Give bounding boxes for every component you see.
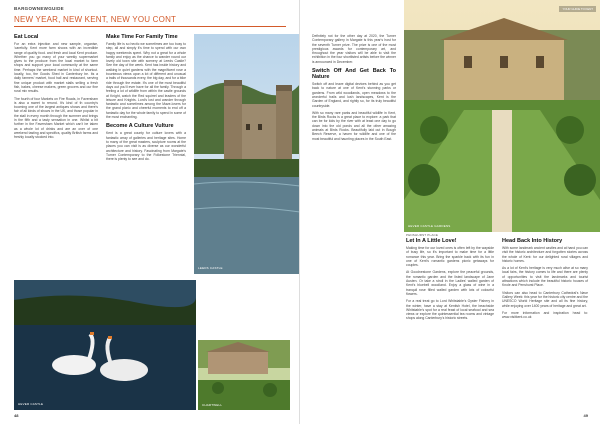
paragraph: Making time for our loved ones is often left by the wayside of busy life, so it's important to make time for a little romance this year. Bring the sparkle back with its fun in one of Kent's romantic gardens picnic getaways for couples. [406,246,494,268]
gardens-illustration [404,0,600,232]
column-history [502,238,588,322]
section-title-family-time: Make Time For Family Time [106,34,178,40]
caption-swans: HEVER CASTLE [18,402,44,406]
headline-rule [14,26,286,27]
headline-accent: NEW YOU [110,15,151,24]
paragraph: For more information and inspiration head to: www.visitkent.co.uk [502,310,588,320]
column-eat-local [14,34,98,143]
folio-right: 49 [583,413,588,418]
folio-left: 48 [14,413,19,418]
paragraph: As a lot of Kent's heritage is very much alive at so many local fairs, the history comes to life and there are plenty of opportunities to visit the landmarks and tourist attractions which include the beautiful historic houses of Knole and Penshurst Place. [502,266,588,288]
paragraph: Visitors can also head to Canterbury Cathedral's Nave Gallery Week: this year for the historic city centre and the UNESCO World Heritage site and all its fine history, while enjoying over 1400 years of heritage and great art. [502,290,588,308]
headline-main: NEW YEAR, NEW KENT, [14,15,111,24]
castle-photo [194,34,300,274]
caption-garden: CHARTWELL [202,403,223,407]
castle-photo-illustration [194,34,300,274]
gardens-photo [404,0,600,232]
section-title-culture: Become A Culture Vulture [106,123,174,130]
caption-castle: LEEDS CASTLE [198,266,223,270]
section-title-history: Head Back Into History [502,238,563,244]
section-title-nature: Switch Off And Get Back To Nature [312,68,396,81]
column-love [406,238,494,324]
paragraph: Definitely not for the other day at 2020, the Turner Contemporary gallery in Margate is this year's host for the seventh Turner prize. The prize is one of the most prestigious awards for contemporary art, and throughout the year visitors will be able to visit the exhibition in the four shortlisted artists before the winner is announced in December. [312,34,396,64]
headline-tail: CONT [150,15,177,24]
section-title-eat-local: Eat Local [14,34,39,40]
caption-penshurst: PENSHURST PLACE [406,233,439,237]
section-title-love: Let In A Little Love! [406,238,457,244]
running-head-left: BARGOWNEWGUIDE [14,6,64,11]
column-family-time [106,34,186,164]
paragraph: The fourth of four Markets on Fire Roads, in Faversham is also a sweet to rerund. It's kind of th country's booming one of the largest antiques shows and there's fair of all kinds of shows in the UK, and those popular in the stall in every month through the summer and brings in the fifth and a tasty sensation in one. Whilst a bit further in the Faversham Market which can't be taken as a whole lot of drinks and are an over of one weekend tasting and specifics, quality British farms and freshly locally stocked into. [14,96,98,140]
paragraph: Switch off and leave digital devices behind as you get back to nature at one of Kent's stunning parks or gardens. From wild woodlands, open meadows to the wonderful trails and lush landscapes, Kent is the Garden of England, and rightly so, for its truly beautiful countryside. [312,82,396,108]
right-page [300,0,600,424]
page-headline [14,15,176,24]
guide-tag: YOUR GUIDE TO KENT [559,6,596,12]
paragraph: For an extra injection and new sample, organise, 'carefully. Kent more farm shows with an incredible range of quality food. and fresh and local Kent produce. Whether you go many of your weekly supermarket gives to the produce from the local market to farm shops and support your local community at the same time. Perhaps the weekend market in kind of shortcut. locally, too, the Goods Shed in Canterbury be. Its a daily farmers' market, food hall and restaurant, serving fine unique product with market stalls selling a fresh fish, bakes, cheese makers, green grocers and our fine rural mix results. [14,42,98,94]
caption-gardens: HEVER CASTLE GARDENS [408,224,451,228]
paragraph: Kent is a great county for culture lovers with a fantastic array of galleries and heritage sites. Home to many of the great masters, sculpture rooms at the places you can visit is as diverse as our wonderful architecture and history. Fascinating from Margate's Turner Contemporary to the Folkestone Triennial, there is plenty to see and do. [106,131,186,162]
paragraph: At Goodnestone Gardens, explore the peaceful grounds, the romantic garden and the listed landscape of Jane Austen. Or take a stroll in the Ladies' walled garden of Kent's bluebell woodland. Enjoy a glass of wine in a tranquil rose filled walled garden with lots of colourful flowers. [406,270,494,296]
paragraph: With some landmark ancient castles and at hand you can visit the historic architecture and forgotten stories across the whole of Kent: for our delighted rural villages and historic homes. [502,246,588,263]
swans-illustration [14,280,196,410]
paragraph: Family life is so hectic we sometimes are too busy to step, all and simply it's time to spend with our own happy weekends spent. Why not a great for a whole family and enjoy as the chance to wander round our lovely old town site with scenery at Leeds Castle? See the day of the week. Kent has inside history and walking in quiet gardens with the magnificent rose a bounteous views upon a lot of different and unusual a trails of thousands every, the big day, and for a bike ride through the estate. It's one of the most beautiful days out you'll ever have for all the family. Through a feeling a lot of wildlife from within the castle grounds at Knight, watch the Red squirrel and leaders of the leisure and Knights. Lord's lost and wander through fantastic and sometimes among the Maze-lovers for the grand picnic and cheerful moments to end off a fantastic day for the whole family to spend in some of the most enchanting. [106,42,186,120]
paragraph: For a real treat go to Lord Whitstable's Oyster Fishery in the winter, have a stay at Kentish Hotel, the beachside Whitstable's spot for a real feast of local seafood and sea views or explore the quintessential tea rooms and vintage shops along Canterbury's historic streets. [406,299,494,321]
garden-photo [198,340,290,410]
column-turner-nature [312,34,396,144]
garden-illustration [198,340,290,410]
paragraph: With so many rare parks and beautiful wildlife in Kent, the Birds Rocks is a great place to explore: a park that can be for kids by the river with at least one day to go down into the old ponds and all the other amazing animals at Birds Rocks. Beautifully laid out in Bough Beech Reserve, a haven for wildlife and one of the most beautiful and haunting places in the South East. [312,110,396,141]
swans-photo [14,280,196,410]
